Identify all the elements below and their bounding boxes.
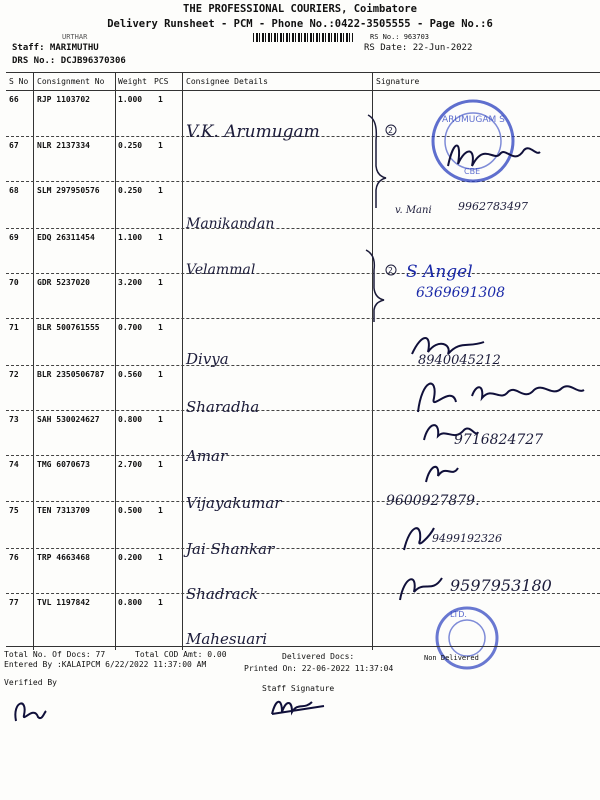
staff-signature [268,692,328,720]
consignment-cell: TVL 1197842 [37,598,90,607]
row-divider [6,501,600,502]
consignment-cell: SLM 297950576 [37,186,100,195]
pcs-cell: 1 [158,506,163,515]
consignment-cell: BLR 500761555 [37,323,100,332]
signature-scribble [444,136,544,176]
column-header-pcs: PCS [154,77,169,86]
consignment-cell: SAH 530024627 [37,415,100,424]
footer-divider [6,646,600,647]
consignment-cell: TRP 4663468 [37,553,90,562]
handwritten-name: Amar [186,447,228,465]
barcode [253,33,353,42]
pcs-cell: 1 [158,278,163,287]
sno-cell: 74 [9,460,19,469]
phone-number: 8940045212 [418,353,501,368]
weight-cell: 3.200 [118,278,143,287]
sno-cell: 75 [9,506,19,515]
column-header-signature: Signature [376,77,420,86]
signature-scribble [400,520,436,556]
weight-cell: 0.700 [118,323,143,332]
handwritten-name: Sharadha [186,398,260,416]
printed-on: Printed On: 22-06-2022 11:37:04 [244,664,394,673]
weight-cell: 0.560 [118,370,143,379]
table-top-border [6,72,600,73]
col-divider [182,72,183,650]
handwritten-name: Jai Shankar [186,540,275,558]
phone-number: 9597953180 [450,576,552,595]
sno-cell: 76 [9,553,19,562]
svg-text:2: 2 [388,126,393,135]
row-divider [6,318,600,319]
handwritten-name: Velammal [186,262,256,278]
weight-cell: 0.250 [118,141,143,150]
pcs-cell: 1 [158,460,163,469]
weight-cell: 1.000 [118,95,143,104]
sno-cell: 71 [9,323,19,332]
phone-number: 9962783497 [458,200,528,213]
handwritten-name: V.K. Arumugam [186,122,320,142]
handwritten-name: Divya [186,350,229,368]
pcs-cell: 1 [158,370,163,379]
pcs-cell: 1 [158,95,163,104]
col-divider [33,72,34,650]
total-cod: Total COD Amt: 0.00 [135,650,227,659]
sno-cell: 69 [9,233,19,242]
signature-scribble [422,458,462,488]
sno-cell: 70 [9,278,19,287]
rs-date: RS Date: 22-Jun-2022 [364,43,473,53]
stamp-text: LTD. [450,610,467,619]
entered-by: Entered By :KALAIPCM 6/22/2022 11:37:00 AM [4,660,207,669]
verified-by-label: Verified By [4,678,57,687]
weight-cell: 0.800 [118,598,143,607]
column-header-consignment: Consignment No [37,77,105,86]
consignment-cell: TEN 7313709 [37,506,90,515]
report-title: THE PROFESSIONAL COURIERS, Coimbatore [183,3,417,15]
weight-cell: 2.700 [118,460,143,469]
pcs-cell: 1 [158,186,163,195]
pcs-cell: 1 [158,141,163,150]
column-header-weight: Weight [118,77,147,86]
weight-cell: 0.200 [118,553,143,562]
stamp-text: CBE [464,167,481,176]
pcs-cell: 1 [158,415,163,424]
signature-text: v. Mani [395,205,432,216]
weight-cell: 0.800 [118,415,143,424]
handwritten-name: Manikandan [186,216,275,232]
sno-cell: 68 [9,186,19,195]
row-divider [6,228,600,229]
consignment-cell: TMG 6070673 [37,460,90,469]
phone-number: 9499192326 [432,532,502,545]
handwritten-name: Shadrack [186,585,259,603]
stamp-text: ARUMUGAM S [442,115,505,125]
consignment-cell: GDR 5237020 [37,278,90,287]
row-divider [6,273,600,274]
consignment-cell: BLR 2350506787 [37,370,105,379]
handwritten-name: Mahesuari [186,630,268,648]
col-divider [115,72,116,650]
handwritten-name: Vijayakumar [186,494,282,512]
drs-number: DRS No.: DCJB96370306 [12,56,126,66]
phone-number: 9716824727 [454,432,544,448]
phone-number: 9600927879. [386,493,480,509]
weight-cell: 1.100 [118,233,143,242]
sno-cell: 67 [9,141,19,150]
column-header-sno: S No [9,77,29,86]
staff-signature-label: Staff Signature [262,684,335,693]
header-underline [6,90,600,91]
weight-cell: 0.250 [118,186,143,195]
non-delivered: Non Delivered [424,654,479,662]
pcs-cell: 1 [158,323,163,332]
column-header-consignee: Consignee Details [186,77,268,86]
sno-cell: 66 [9,95,19,104]
row-divider [6,365,600,366]
report-subtitle: Delivery Runsheet - PCM - Phone No.:0422-3505555 - Page No.:6 [107,18,493,30]
delivered-docs: Delivered Docs: [282,652,355,661]
row-divider [6,548,600,549]
staff-name: Staff: MARIMUTHU [12,43,99,53]
signature-scribble [412,372,588,416]
pcs-cell: 1 [158,598,163,607]
svg-text:2: 2 [388,266,393,275]
row-divider [6,455,600,456]
rs-number: RS No.: 963703 [370,33,430,41]
partial-text: URTHAR [62,33,88,41]
company-stamp [432,603,502,673]
consignment-cell: EDQ 26311454 [37,233,95,242]
sno-cell: 73 [9,415,19,424]
consignment-cell: RJP 1103702 [37,95,90,104]
sno-cell: 72 [9,370,19,379]
phone-number: 6369691308 [416,285,506,301]
pcs-cell: 1 [158,233,163,242]
consignment-cell: NLR 2137334 [37,141,90,150]
signature-text: S Angel [406,262,473,282]
signature-scribble [396,570,446,606]
pcs-cell: 1 [158,553,163,562]
sno-cell: 77 [9,598,19,607]
total-docs: Total No. Of Docs: 77 [4,650,106,659]
weight-cell: 0.500 [118,506,143,515]
verified-signature [8,695,48,725]
bracket-marks [360,110,400,330]
